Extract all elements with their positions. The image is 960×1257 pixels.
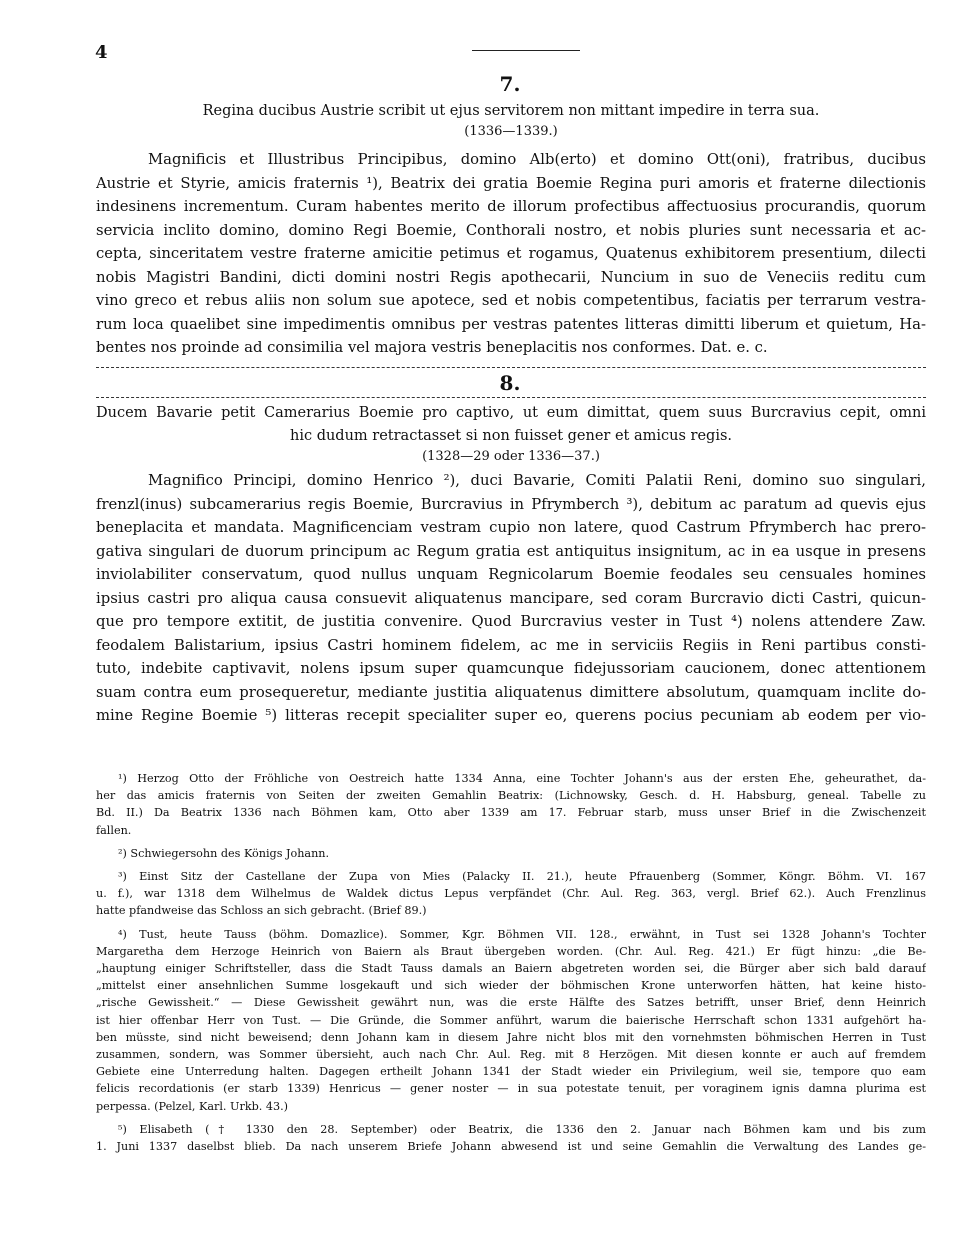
date-7: (1336—1339.) xyxy=(464,124,558,139)
text-line: bentes nos proinde ad consimilia vel majora vestris beneplacitis nos conformes. Dat. e. c. xyxy=(96,339,768,356)
footnote-line: felicis recordationis (er starb 1339) Henricus — gener noster — in sua potestate tenuit, per voraginem ignis damna plurima est xyxy=(96,1082,926,1096)
date-8: (1328—29 oder 1336—37.) xyxy=(422,449,600,464)
section-divider xyxy=(96,367,926,368)
footnote-line: „hauptung einiger Schriftsteller, dass die Stadt Tauss damals an Baiern abgetreten worden sei, die Bürger aber sich bald darauf xyxy=(96,962,926,976)
text-line: que pro tempore extitit, de justitia convenire. Quod Burcravius vester in Tust ⁴) nolens attendere Zaw. xyxy=(96,613,926,630)
section-divider xyxy=(96,397,926,398)
text-line: rum loca quaelibet sine impedimentis omnibus per vestras patentes litteras dimitti liberum et quietum, Ha- xyxy=(96,315,926,333)
footnote-line: ¹) Herzog Otto der Fröhliche von Oestreich hatte 1334 Anna, eine Tochter Johann's aus der ersten Ehe, geheurathet, da- xyxy=(118,772,926,785)
text-line: servicia inclito domino, domino Regi Boemie, Conthorali nostro, et nobis pluries sunt necessaria et ac- xyxy=(96,221,926,239)
document-number-7: 7. xyxy=(499,72,521,96)
footnote-line: zusammen, sondern, was Sommer übersieht, auch nach Chr. Aul. Reg. mit 8 Herzögen. Mit diesen konnte er auch auf fremdem xyxy=(96,1048,926,1062)
text-line: vino greco et rebus aliis non solum sue apotece, sed et nobis competentibus, faciatis per terrarum vestra- xyxy=(96,292,926,309)
footnote-line: ben müsste, sind nicht beweisend; denn Johann kam in diesem Jahre nicht blos mit den vornehmsten böhmischen Herren in Tust xyxy=(96,1030,926,1044)
regest-8-line-2: hic dudum retractasset si non fuisset gener et amicus regis. xyxy=(289,428,733,444)
letter-8-body xyxy=(96,469,926,728)
footnote-line: her das amicis fraternis von Seiten der zweiten Gemahlin Beatrix: (Lichnowsky, Gesch. d. H. Habsburg, geneal. Tabelle zu xyxy=(96,789,926,803)
text-line: Magnifico Principi, domino Henrico ²), duci Bavarie, Comiti Palatii Reni, domino suo singulari, xyxy=(148,472,926,489)
text-line: indesinens incrementum. Curam habentes merito de illorum profectibus affectuosius procurandis, quorum xyxy=(96,198,926,215)
text-line: suam contra eum prosequeretur, mediante justitia aliquatenus dimittere absolutum, quamquam inclite do- xyxy=(96,683,926,701)
text-line: Austrie et Styrie, amicis fraternis ¹), Beatrix dei gratia Boemie Regina puri amoris et fraterne dilectionis xyxy=(96,174,926,192)
text-line: feodalem Balistarium, ipsius Castri hominem fidelem, ac me in serviciis Regiis in Reni partibus consti- xyxy=(96,636,926,654)
regest-7: Regina ducibus Austrie scribit ut ejus servitorem non mittant impedire in terra sua. xyxy=(202,103,820,119)
footnote-line: ⁴) Tust, heute Tauss (böhm. Domazlice). Sommer, Kgr. Böhmen VII. 128., erwähnt, in Tust sei 1328 Johann's Tochter xyxy=(118,927,926,941)
footnote-line: u. f.), war 1318 dem Wilhelmus de Waldek dictus Lepus verpfändet (Chr. Aul. Reg. 363, vergl. Brief 62.). Auch Frenzlinus xyxy=(96,887,926,901)
header-rule xyxy=(472,50,580,51)
regest-8-line-1: Ducem Bavarie petit Camerarius Boemie pro captivo, ut eum dimittat, quem suus Burcravius cepit, omni xyxy=(96,405,926,421)
text-line: cepta, sinceritatem vestre fraterne amicitie petimus et rogamus, Quatenus exhibitorem presentium, dilecti xyxy=(96,245,926,262)
text-line: ipsius castri pro aliqua causa consuevit aliquatenus mancipare, sed coram Burcravio dicti Castri, quicun- xyxy=(96,589,926,607)
footnote-line: ²) Schwiegersohn des Königs Johann. xyxy=(118,846,330,860)
document-number-8: 8. xyxy=(499,371,521,395)
text-line: beneplacita et mandata. Magnificenciam vestram cupio non latere, quod Castrum Pfrymberch hac prero- xyxy=(96,519,926,536)
text-line: Magnificis et Illustribus Principibus, domino Alb(erto) et domino Ott(oni), fratribus, ducibus xyxy=(148,151,926,168)
text-line: mine Regine Boemie ⁵) litteras recepit specialiter super eo, querens pocius pecuniam ab eodem per vio- xyxy=(96,707,926,724)
footnote-line: „rische Gewissheit.“ — Diese Gewissheit gewährt nun, was die erste Hälfte des Satzes betrifft, unser Brief, denn Heinrich xyxy=(96,996,926,1010)
footnote-line: Gebiete eine Unterredung halten. Dagegen ertheilt Johann 1341 der Stadt wieder ein Privilegium, weil sie, tempore quo eam xyxy=(96,1065,926,1079)
footnote-line: hatte pfandweise das Schloss an sich gebracht. (Brief 89.) xyxy=(96,904,427,918)
text-line: nobis Magistri Bandini, dicti domini nostri Regis apothecarii, Nuncium in suo de Veneciis reditu cum xyxy=(96,268,926,286)
letter-7-body xyxy=(96,148,926,360)
footnote-line: Bd. II.) Da Beatrix 1336 nach Böhmen kam, Otto aber 1339 am 17. Februar starb, muss unser Brief in die Zwischenzeit xyxy=(96,806,926,820)
footnote-line: perpessa. (Pelzel, Karl. Urkb. 43.) xyxy=(96,1099,289,1113)
footnote-line: ³) Einst Sitz der Castellane der Zupa von Mies (Palacky II. 21.), heute Pfrauenberg (Sommer, Köngr. Böhm. VI. 167 xyxy=(118,870,926,884)
footnote-line: Margaretha dem Herzoge Heinrich von Baiern als Braut übergeben worden. (Chr. Aul. Reg. 421.) Er fügt hinzu: „die Be- xyxy=(96,944,926,958)
footnote-line: ⁵) Elisabeth († 1330 den 28. September) oder Beatrix, die 1336 den 2. Januar nach Böhmen kam und bis zum xyxy=(118,1122,926,1136)
footnote-line: ist hier offenbar Herr von Tust. — Die Gründe, die Sommer anführt, warum die baierische Herrschaft schon 1331 aufgehört ha- xyxy=(96,1013,926,1027)
text-line: frenzl(inus) subcamerarius regis Boemie, Burcravius in Pfrymberch ³), debitum ac paratum ad quevis ejus xyxy=(96,495,926,513)
footnote-line: „mittelst einer ansehnlichen Summe losgekauft und sich wieder der böhmischen Krone unterworfen hätten, hat keine histo- xyxy=(96,979,926,993)
footnote-line: 1. Juni 1337 daselbst blieb. Da nach unserem Briefe Johann abwesend ist und seine Gemahlin die Verwaltung des Landes ge- xyxy=(96,1140,926,1154)
text-line: tuto, indebite captivavit, nolens ipsum super quamcunque fidejussoriam caucionem, donec attentionem xyxy=(96,660,926,677)
page-number: 4 xyxy=(95,42,108,63)
footnote-line: fallen. xyxy=(96,823,132,837)
text-line: inviolabiliter conservatum, quod nullus unquam Regnicolarum Boemie feodales seu censuales homines xyxy=(96,566,926,583)
text-line: gativa singulari de duorum principum ac Regum gratia est antiquitus insignitum, ac in ea usque in presens xyxy=(96,542,926,560)
footnotes xyxy=(96,770,926,1155)
